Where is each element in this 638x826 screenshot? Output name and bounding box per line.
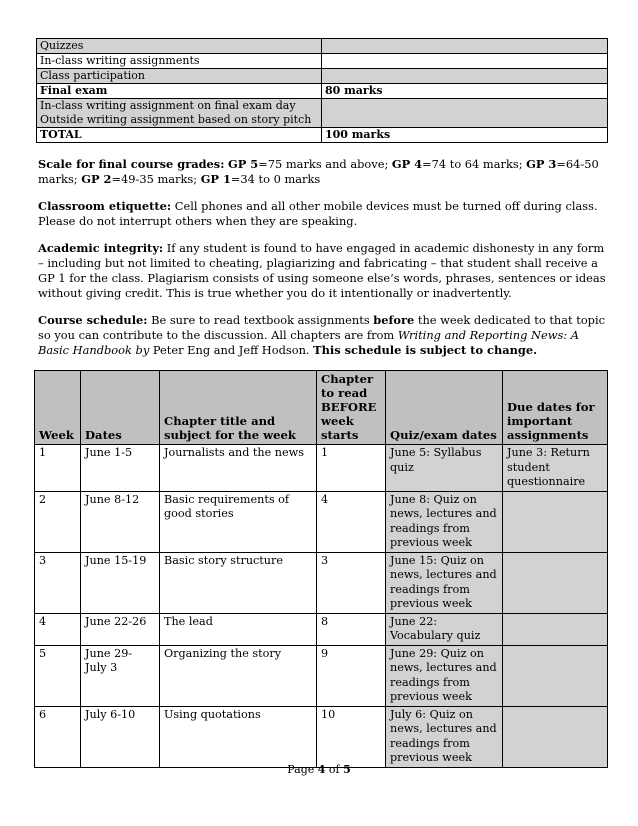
header-week: Week xyxy=(35,371,81,445)
due-cell xyxy=(503,645,608,706)
week-cell: 1 xyxy=(35,445,81,492)
footer-of: of xyxy=(325,763,344,776)
schedule-row xyxy=(35,445,608,492)
grade-scale-heading: Scale for final course grades: xyxy=(38,157,225,171)
quiz-cell: June 5: Syllabus quiz xyxy=(386,445,503,492)
title-cell: Using quotations xyxy=(160,706,317,767)
schedule-row xyxy=(35,706,608,767)
grade-label-line: In-class writing assignment on final exam day xyxy=(40,99,296,112)
chapter-cell: 4 xyxy=(317,491,386,552)
grade-row xyxy=(37,54,608,69)
week-cell: 4 xyxy=(35,613,81,645)
header-due-dates: Due dates for important assignments xyxy=(503,371,608,445)
header-chapter-title: Chapter title and subject for the week xyxy=(160,371,317,445)
header-dates: Dates xyxy=(81,371,160,445)
grade-value xyxy=(322,39,608,54)
grade-row xyxy=(37,69,608,84)
etiquette-paragraph xyxy=(38,199,608,229)
grade-value xyxy=(322,54,608,69)
title-cell: Organizing the story xyxy=(160,645,317,706)
current-page-number: 4 xyxy=(317,763,326,776)
grade-label: Final exam xyxy=(37,84,322,99)
schedule-intro-text: Be sure to read textbook assignments xyxy=(147,313,374,327)
title-cell: Journalists and the news xyxy=(160,445,317,492)
grade-row xyxy=(37,99,608,128)
grade-label-line: Outside writing assignment based on story pitch xyxy=(40,113,312,126)
grade-label xyxy=(37,99,322,128)
dates-cell: July 6-10 xyxy=(81,706,160,767)
gp3-label: GP 3 xyxy=(526,157,557,171)
week-cell: 2 xyxy=(35,491,81,552)
header-chapter-to-read: Chapter to read BEFORE week starts xyxy=(317,371,386,445)
gp4-range: =74 to 64 marks; xyxy=(422,157,527,171)
schedule-intro-text: the week dedicated to that topic so you can contribute to the discussion. All chapters are from xyxy=(38,313,605,342)
grade-value: 100 marks xyxy=(322,128,608,143)
due-cell xyxy=(503,552,608,613)
week-cell: 5 xyxy=(35,645,81,706)
gp5-range: =75 marks and above; xyxy=(258,157,392,171)
quiz-cell: June 29: Quiz on news, lectures and readings from previous week xyxy=(386,645,503,706)
gp3-range: =64-50 marks; xyxy=(38,157,599,186)
chapter-cell: 10 xyxy=(317,706,386,767)
schedule-row xyxy=(35,645,608,706)
schedule-row xyxy=(35,613,608,645)
schedule-heading: Course schedule: xyxy=(38,313,148,327)
dates-cell: June 29- July 3 xyxy=(81,645,160,706)
gp2-range: =49-35 marks; xyxy=(111,172,201,186)
grade-row xyxy=(37,39,608,54)
grade-scale-paragraph xyxy=(38,157,608,187)
quiz-cell: June 15: Quiz on news, lectures and readings from previous week xyxy=(386,552,503,613)
header-quiz-dates: Quiz/exam dates xyxy=(386,371,503,445)
etiquette-text: Cell phones and all other mobile devices must be turned off during class. Please do not interrupt others when they are speaking. xyxy=(38,199,598,228)
page-footer xyxy=(0,763,638,777)
grade-label: Quizzes xyxy=(37,39,322,54)
schedule-row xyxy=(35,491,608,552)
dates-cell: June 15-19 xyxy=(81,552,160,613)
schedule-row xyxy=(35,552,608,613)
gp5-label: GP 5 xyxy=(228,157,259,171)
quiz-cell: June 8: Quiz on news, lectures and readings from previous week xyxy=(386,491,503,552)
grade-value: 80 marks xyxy=(322,84,608,99)
textbook-title: Writing and Reporting News: A Basic Handbook by xyxy=(38,328,579,357)
week-cell: 6 xyxy=(35,706,81,767)
chapter-cell: 3 xyxy=(317,552,386,613)
grade-value xyxy=(322,99,608,128)
gp4-label: GP 4 xyxy=(391,157,423,171)
integrity-paragraph xyxy=(38,241,608,301)
before-emphasis: before xyxy=(373,313,415,327)
due-cell: June 3: Return student questionnaire xyxy=(503,445,608,492)
due-cell xyxy=(503,491,608,552)
grade-label: Class participation xyxy=(37,69,322,84)
schedule-intro-paragraph xyxy=(38,313,608,358)
grade-value xyxy=(322,69,608,84)
integrity-text: If any student is found to have engaged in academic dishonesty in any form – including but not limited to cheating, plagiarizing and fabricating – that student shall receive a GP 1 for the class. Plagiarism consists of using someone else’s words, phrases, sentences or ideas without giving credit. This is true whether you do it intentionally or inadvertently. xyxy=(38,241,606,300)
schedule-header-row xyxy=(35,371,608,445)
grade-label: In-class writing assignments xyxy=(37,54,322,69)
title-cell: Basic story structure xyxy=(160,552,317,613)
dates-cell: June 22-26 xyxy=(81,613,160,645)
gp1-range: =34 to 0 marks xyxy=(230,172,321,186)
chapter-cell: 8 xyxy=(317,613,386,645)
chapter-cell: 1 xyxy=(317,445,386,492)
due-cell xyxy=(503,706,608,767)
grade-label: TOTAL xyxy=(37,128,322,143)
gp2-label: GP 2 xyxy=(81,172,112,186)
due-cell xyxy=(503,613,608,645)
quiz-cell: July 6: Quiz on news, lectures and readings from previous week xyxy=(386,706,503,767)
chapter-cell: 9 xyxy=(317,645,386,706)
gp1-label: GP 1 xyxy=(200,172,231,186)
schedule-change-notice: This schedule is subject to change. xyxy=(313,343,538,357)
week-cell: 3 xyxy=(35,552,81,613)
integrity-heading: Academic integrity: xyxy=(38,241,164,255)
dates-cell: June 8-12 xyxy=(81,491,160,552)
grade-row xyxy=(37,128,608,143)
grade-breakdown-table xyxy=(36,38,608,143)
grade-row xyxy=(37,84,608,99)
etiquette-heading: Classroom etiquette: xyxy=(38,199,172,213)
course-schedule-table xyxy=(34,370,608,768)
total-page-count: 5 xyxy=(343,763,351,776)
textbook-authors: Peter Eng and Jeff Hodson. xyxy=(149,343,314,357)
dates-cell: June 1-5 xyxy=(81,445,160,492)
title-cell: Basic requirements of good stories xyxy=(160,491,317,552)
quiz-cell: June 22: Vocabulary quiz xyxy=(386,613,503,645)
footer-prefix: Page xyxy=(287,763,318,776)
title-cell: The lead xyxy=(160,613,317,645)
